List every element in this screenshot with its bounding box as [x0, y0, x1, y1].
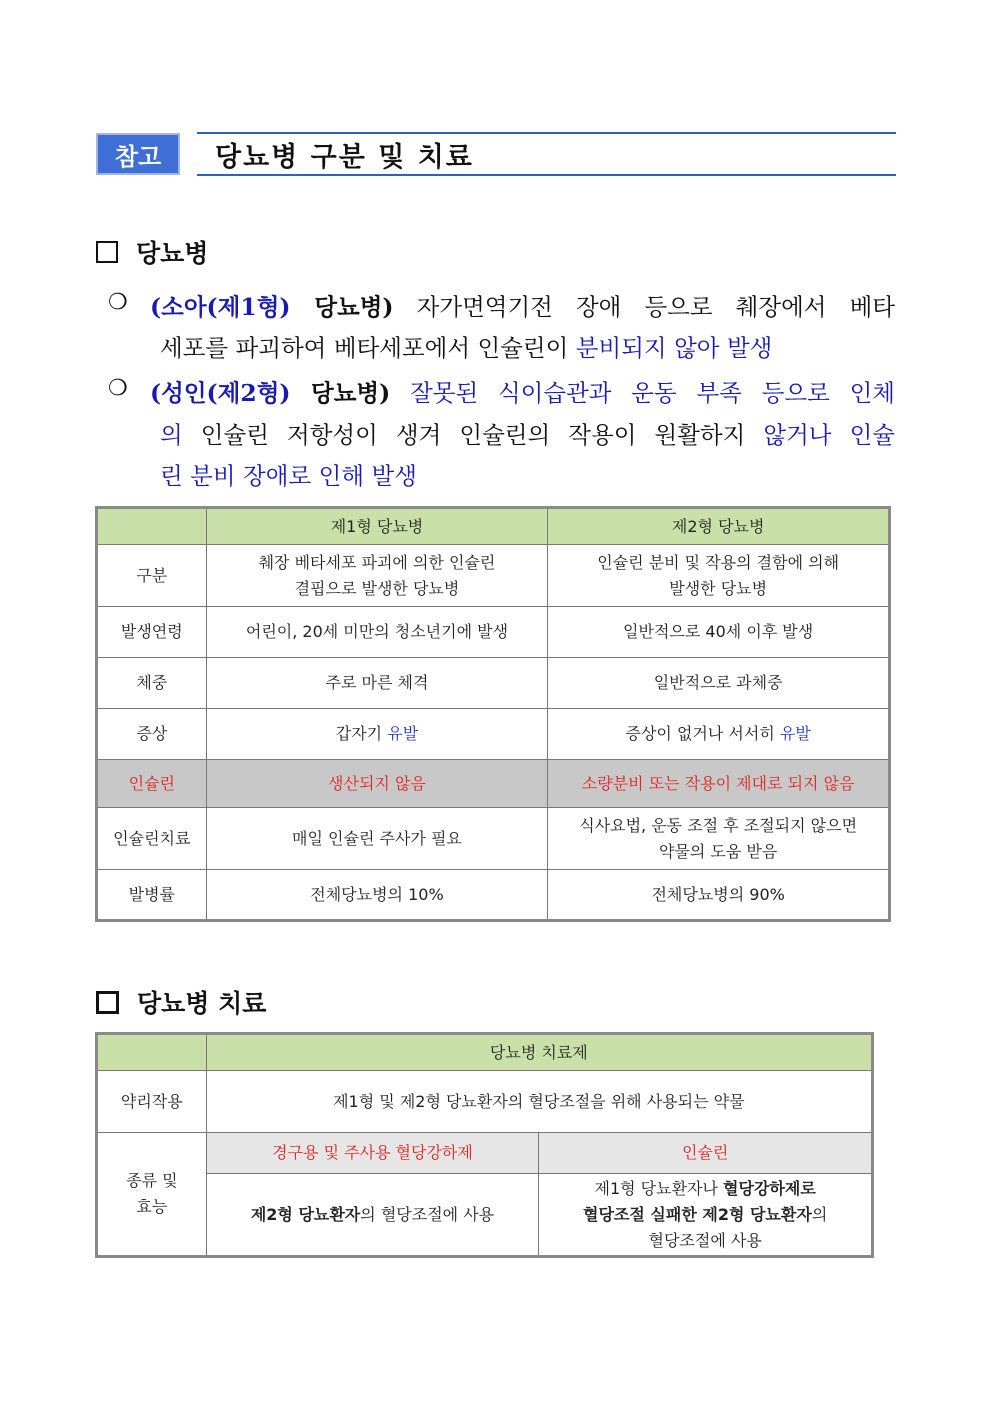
type1-cell: 어린이, 20세 미만의 청소년기에 발생 — [206, 607, 548, 658]
type1-cell: 생산되지 않음 — [206, 760, 548, 808]
row-label: 체중 — [97, 658, 207, 709]
row-label: 발생연령 — [97, 607, 207, 658]
type1-cell: 주로 마른 체격 — [206, 658, 548, 709]
section-heading-text: 당뇨병 치료 — [137, 989, 267, 1018]
oral-drug-head: 경구용 및 주사용 혈당강하제 — [206, 1133, 539, 1174]
row-label: 약리작용 — [97, 1071, 207, 1133]
bullet2-line3: 린 분비 장애로 인해 발생 — [160, 462, 417, 490]
bullet2-line2: 의 인슐린 저항성이 생겨 인슐린의 작용이 원활하지 않거나 인슐 — [160, 421, 895, 449]
insulin-effect: 제1형 당뇨환자나 혈당강하제로 혈당조절 실패한 제2형 당뇨환자의 혈당조절에 사용 — [539, 1174, 873, 1257]
table-row — [97, 658, 890, 709]
header-cell-type2: 제2형 당뇨병 — [548, 508, 890, 545]
section-heading-treatment — [96, 984, 266, 1020]
bullet2-line1: (성인(제2형) 당뇨병) 잘못된 식이습관과 운동 부족 등으로 인체 — [150, 379, 895, 407]
table-row — [97, 870, 890, 921]
page-title: 당뇨병 구분 및 치료 — [215, 142, 474, 173]
section-heading-diabetes — [96, 234, 208, 270]
type2-cell: 인슐린 분비 및 작용의 결함에 의해 발생한 당뇨병 — [548, 545, 890, 607]
oral-drug-effect: 제2형 당뇨환자의 혈당조절에 사용 — [206, 1174, 539, 1257]
row-label: 종류 및 효능 — [97, 1133, 207, 1257]
circle-bullet-icon: ❍ — [108, 290, 128, 315]
type2-cell: 식사요법, 운동 조절 후 조절되지 않으면 약물의 도움 받음 — [548, 808, 890, 870]
table-row — [97, 1133, 873, 1174]
row-label: 인슐린 — [97, 760, 207, 808]
diabetes-type-table — [95, 506, 891, 922]
bullet1-line2: 세포를 파괴하여 베타세포에서 인슐린이 분비되지 않아 발생 — [160, 334, 773, 362]
table-row — [97, 607, 890, 658]
title-rule-top — [197, 132, 896, 134]
checkbox-square-icon — [96, 241, 118, 263]
table-row — [97, 709, 890, 760]
table-row — [97, 545, 890, 607]
type2-cell: 전체당뇨병의 90% — [548, 870, 890, 921]
row-label: 발병률 — [97, 870, 207, 921]
reference-badge: 참고 — [96, 133, 180, 175]
table-row — [97, 808, 890, 870]
table-header-row — [97, 508, 890, 545]
table-row — [97, 1071, 873, 1133]
header-cell-type1: 제1형 당뇨병 — [206, 508, 548, 545]
checkbox-square-icon — [96, 991, 119, 1014]
type2-cell: 일반적으로 과체중 — [548, 658, 890, 709]
table-header-row — [97, 1034, 873, 1071]
type1-cell: 췌장 베타세포 파괴에 의한 인슐린 결핍으로 발생한 당뇨병 — [206, 545, 548, 607]
type1-cell: 전체당뇨병의 10% — [206, 870, 548, 921]
type1-cell: 갑자기 유발 — [206, 709, 548, 760]
row-label: 구분 — [97, 545, 207, 607]
type2-cell: 증상이 없거나 서서히 유발 — [548, 709, 890, 760]
treatment-table — [95, 1032, 874, 1258]
title-rule-bottom — [197, 174, 896, 176]
table-row — [97, 1174, 873, 1257]
header-cell-treatment: 당뇨병 치료제 — [206, 1034, 872, 1071]
row-label: 증상 — [97, 709, 207, 760]
bullet1-line1: (소아(제1형) 당뇨병) 자가면역기전 장애 등으로 췌장에서 베타 — [150, 293, 895, 321]
row-label: 인슐린치료 — [97, 808, 207, 870]
insulin-head: 인슐린 — [539, 1133, 873, 1174]
circle-bullet-icon: ❍ — [108, 376, 128, 401]
header-cell-empty — [97, 1034, 207, 1071]
section-heading-text: 당뇨병 — [136, 239, 209, 268]
type2-cell: 일반적으로 40세 이후 발생 — [548, 607, 890, 658]
type2-cell: 소량분비 또는 작용이 제대로 되지 않음 — [548, 760, 890, 808]
header-cell-empty — [97, 508, 207, 545]
type1-cell: 매일 인슐린 주사가 필요 — [206, 808, 548, 870]
mechanism-cell: 제1형 및 제2형 당뇨환자의 혈당조절을 위해 사용되는 약물 — [206, 1071, 872, 1133]
table-row-highlight — [97, 760, 890, 808]
